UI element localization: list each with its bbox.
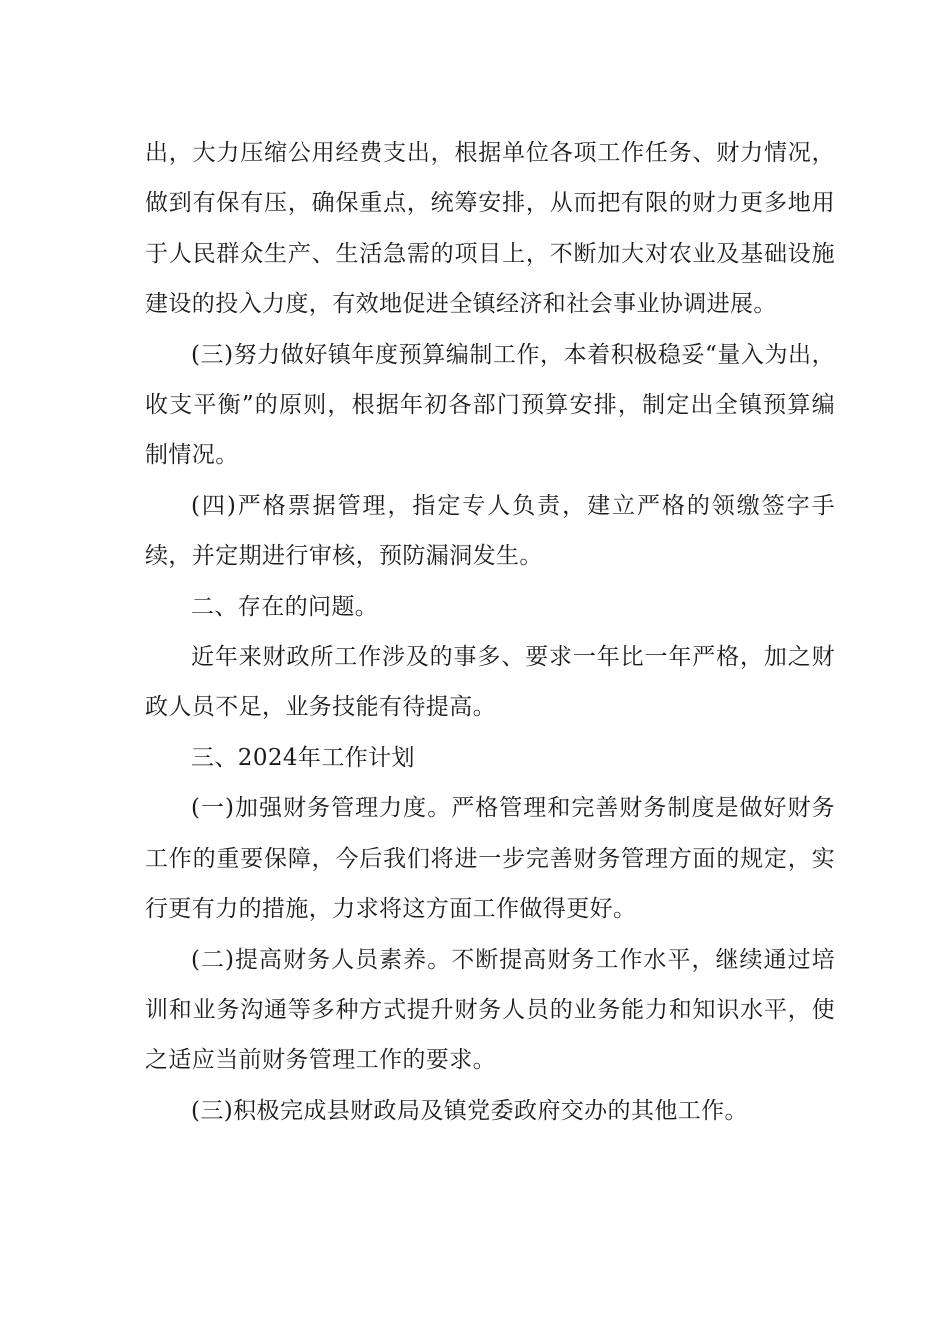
paragraph-budget-expenditure: 出，大力压缩公用经费支出，根据单位各项工作任务、财力情况，做到有保有压，确保重点，统筹安排，从而把有限的财力更多地用于人民群众生产、生活急需的项目上，不断加大对农业及基础设施建设的投入力度，有效地促进全镇经济和社会事业协调进展。 (145, 140, 835, 318)
section-heading-work-plan: 三、2024年工作计划 (191, 744, 415, 771)
paragraph-problems: 近年来财政所工作涉及的事多、要求一年比一年严格，加之财政人员不足，业务技能有待提高。 (145, 644, 835, 721)
paragraph-plan-management: (一)加强财务管理力度。严格管理和完善财务制度是做好财务工作的重要保障，今后我们将进一步完善财务管理方面的规定，实行更有力的措施，力求将这方面工作做得更好。 (145, 795, 835, 923)
paragraph-plan-other-tasks: (三)积极完成县财政局及镇党委政府交办的其他工作。 (191, 1097, 748, 1124)
paragraph-plan-staff: (二)提高财务人员素养。不断提高财务工作水平，继续通过培训和业务沟通等多种方式提升财务人员的业务能力和知识水平，使之适应当前财务管理工作的要求。 (145, 946, 835, 1074)
document-body (145, 128, 835, 1136)
paragraph-receipt-management: (四)严格票据管理，指定专人负责，建立严格的领缴签字手续，并定期进行审核，预防漏洞发生。 (145, 492, 835, 570)
paragraph-annual-budget: (三)努力做好镇年度预算编制工作，本着积极稳妥“量入为出，收支平衡”的原则，根据年初各部门预算安排，制定出全镇预算编制情况。 (145, 341, 835, 469)
section-heading-problems: 二、存在的问题。 (191, 593, 379, 620)
